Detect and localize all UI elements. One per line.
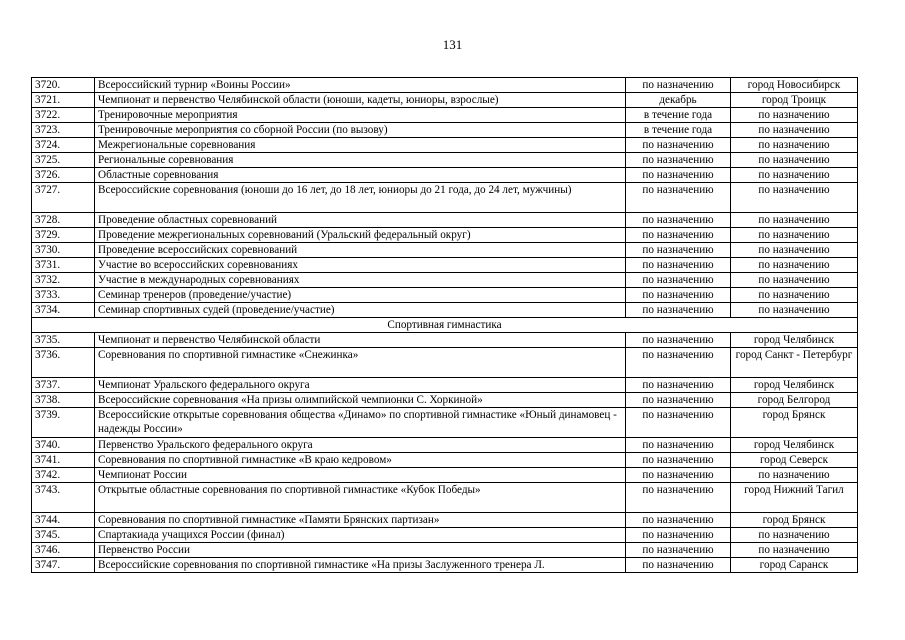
row-number: 3732.: [32, 273, 95, 288]
event-date: по назначению: [626, 513, 731, 528]
event-place: город Брянск: [731, 513, 858, 528]
event-name: Региональные соревнования: [95, 153, 626, 168]
event-place: город Санкт - Петербург: [731, 348, 858, 378]
event-place: по назначению: [731, 153, 858, 168]
row-number: 3721.: [32, 93, 95, 108]
event-place: город Челябинск: [731, 333, 858, 348]
event-name: Всероссийский турнир «Воины России»: [95, 78, 626, 93]
event-name: Открытые областные соревнования по спортивной гимнастике «Кубок Победы»: [95, 483, 626, 513]
row-number: 3738.: [32, 393, 95, 408]
table-row: [32, 108, 858, 123]
event-date: по назначению: [626, 438, 731, 453]
row-number: 3733.: [32, 288, 95, 303]
event-date: в течение года: [626, 108, 731, 123]
row-number: 3729.: [32, 228, 95, 243]
event-date: по назначению: [626, 168, 731, 183]
row-number: 3741.: [32, 453, 95, 468]
section-header-row: [32, 318, 858, 333]
event-date: по назначению: [626, 258, 731, 273]
event-place: город Челябинск: [731, 438, 858, 453]
row-number: 3727.: [32, 183, 95, 213]
row-number: 3737.: [32, 378, 95, 393]
event-date: по назначению: [626, 288, 731, 303]
event-name: Соревнования по спортивной гимнастике «Снежинка»: [95, 348, 626, 378]
event-place: по назначению: [731, 303, 858, 318]
event-place: город Брянск: [731, 408, 858, 438]
events-table: [31, 77, 858, 573]
row-number: 3747.: [32, 558, 95, 573]
event-name: Проведение межрегиональных соревнований (Уральский федеральный округ): [95, 228, 626, 243]
section-title: Спортивная гимнастика: [32, 318, 858, 333]
event-date: по назначению: [626, 153, 731, 168]
event-date: по назначению: [626, 213, 731, 228]
table-row: [32, 513, 858, 528]
event-name: Первенство России: [95, 543, 626, 558]
event-name: Всероссийские соревнования «На призы олимпийской чемпионки С. Хоркиной»: [95, 393, 626, 408]
event-name: Чемпионат и первенство Челябинской области: [95, 333, 626, 348]
row-number: 3739.: [32, 408, 95, 438]
row-number: 3723.: [32, 123, 95, 138]
event-date: в течение года: [626, 123, 731, 138]
table-row: [32, 153, 858, 168]
event-name: Участие во всероссийских соревнованиях: [95, 258, 626, 273]
event-date: по назначению: [626, 453, 731, 468]
event-place: по назначению: [731, 228, 858, 243]
event-place: по назначению: [731, 108, 858, 123]
row-number: 3728.: [32, 213, 95, 228]
table-row: [32, 168, 858, 183]
event-place: по назначению: [731, 273, 858, 288]
event-place: по назначению: [731, 168, 858, 183]
table-row: [32, 303, 858, 318]
event-name: Участие в международных соревнованиях: [95, 273, 626, 288]
event-date: по назначению: [626, 348, 731, 378]
event-place: по назначению: [731, 243, 858, 258]
event-place: город Новосибирск: [731, 78, 858, 93]
event-name: Семинар тренеров (проведение/участие): [95, 288, 626, 303]
table-row: [32, 93, 858, 108]
row-number: 3746.: [32, 543, 95, 558]
table-row: [32, 243, 858, 258]
event-name: Первенство Уральского федерального округа: [95, 438, 626, 453]
row-number: 3730.: [32, 243, 95, 258]
event-date: по назначению: [626, 333, 731, 348]
event-name: Всероссийские соревнования (юноши до 16 лет, до 18 лет, юниоры до 21 года, до 24 лет, мужчины): [95, 183, 626, 213]
event-date: по назначению: [626, 408, 731, 438]
event-place: по назначению: [731, 138, 858, 153]
event-date: по назначению: [626, 543, 731, 558]
event-place: по назначению: [731, 528, 858, 543]
event-name: Межрегиональные соревнования: [95, 138, 626, 153]
event-name: Тренировочные мероприятия со сборной России (по вызову): [95, 123, 626, 138]
table-row: [32, 138, 858, 153]
row-number: 3745.: [32, 528, 95, 543]
row-number: 3743.: [32, 483, 95, 513]
event-name: Всероссийские открытые соревнования общества «Динамо» по спортивной гимнастике «Юный динамовец - надежды России»: [95, 408, 626, 438]
row-number: 3720.: [32, 78, 95, 93]
table-row: [32, 543, 858, 558]
row-number: 3736.: [32, 348, 95, 378]
table-row: [32, 213, 858, 228]
table-row: [32, 183, 858, 213]
event-name: Спартакиада учащихся России (финал): [95, 528, 626, 543]
event-place: по назначению: [731, 183, 858, 213]
table-row: [32, 528, 858, 543]
table-row: [32, 378, 858, 393]
event-name: Областные соревнования: [95, 168, 626, 183]
row-number: 3740.: [32, 438, 95, 453]
event-date: по назначению: [626, 393, 731, 408]
table-row: [32, 408, 858, 438]
row-number: 3731.: [32, 258, 95, 273]
event-place: город Троицк: [731, 93, 858, 108]
event-name: Тренировочные мероприятия: [95, 108, 626, 123]
row-number: 3726.: [32, 168, 95, 183]
event-name: Семинар спортивных судей (проведение/участие): [95, 303, 626, 318]
row-number: 3725.: [32, 153, 95, 168]
table-row: [32, 333, 858, 348]
event-date: декабрь: [626, 93, 731, 108]
event-date: по назначению: [626, 183, 731, 213]
table-row: [32, 78, 858, 93]
event-place: по назначению: [731, 258, 858, 273]
event-name: Чемпионат России: [95, 468, 626, 483]
row-number: 3744.: [32, 513, 95, 528]
row-number: 3734.: [32, 303, 95, 318]
row-number: 3724.: [32, 138, 95, 153]
event-date: по назначению: [626, 483, 731, 513]
event-name: Проведение всероссийских соревнований: [95, 243, 626, 258]
event-name: Чемпионат и первенство Челябинской области (юноши, кадеты, юниоры, взрослые): [95, 93, 626, 108]
event-name: Соревнования по спортивной гимнастике «Памяти Брянских партизан»: [95, 513, 626, 528]
event-date: по назначению: [626, 273, 731, 288]
event-place: по назначению: [731, 468, 858, 483]
event-place: город Нижний Тагил: [731, 483, 858, 513]
event-place: по назначению: [731, 123, 858, 138]
row-number: 3742.: [32, 468, 95, 483]
page-number: 131: [442, 37, 463, 52]
table-row: [32, 483, 858, 513]
event-date: по назначению: [626, 528, 731, 543]
event-date: по назначению: [626, 558, 731, 573]
table-row: [32, 288, 858, 303]
table-row: [32, 468, 858, 483]
event-place: по назначению: [731, 213, 858, 228]
event-date: по назначению: [626, 303, 731, 318]
table-row: [32, 258, 858, 273]
event-place: город Челябинск: [731, 378, 858, 393]
table-row: [32, 228, 858, 243]
event-date: по назначению: [626, 78, 731, 93]
table-row: [32, 123, 858, 138]
table-row: [32, 393, 858, 408]
event-name: Чемпионат Уральского федерального округа: [95, 378, 626, 393]
table-row: [32, 438, 858, 453]
table-row: [32, 558, 858, 573]
event-date: по назначению: [626, 378, 731, 393]
event-place: город Белгород: [731, 393, 858, 408]
event-date: по назначению: [626, 228, 731, 243]
event-date: по назначению: [626, 243, 731, 258]
event-name: Всероссийские соревнования по спортивной гимнастике «На призы Заслуженного тренера Л.: [95, 558, 626, 573]
event-name: Проведение областных соревнований: [95, 213, 626, 228]
table-row: [32, 348, 858, 378]
event-name: Соревнования по спортивной гимнастике «В краю кедровом»: [95, 453, 626, 468]
table-row: [32, 453, 858, 468]
row-number: 3722.: [32, 108, 95, 123]
event-date: по назначению: [626, 468, 731, 483]
event-place: по назначению: [731, 543, 858, 558]
event-place: город Саранск: [731, 558, 858, 573]
event-place: по назначению: [731, 288, 858, 303]
row-number: 3735.: [32, 333, 95, 348]
table-row: [32, 273, 858, 288]
event-date: по назначению: [626, 138, 731, 153]
event-place: город Северск: [731, 453, 858, 468]
events-table-body: [32, 78, 858, 573]
